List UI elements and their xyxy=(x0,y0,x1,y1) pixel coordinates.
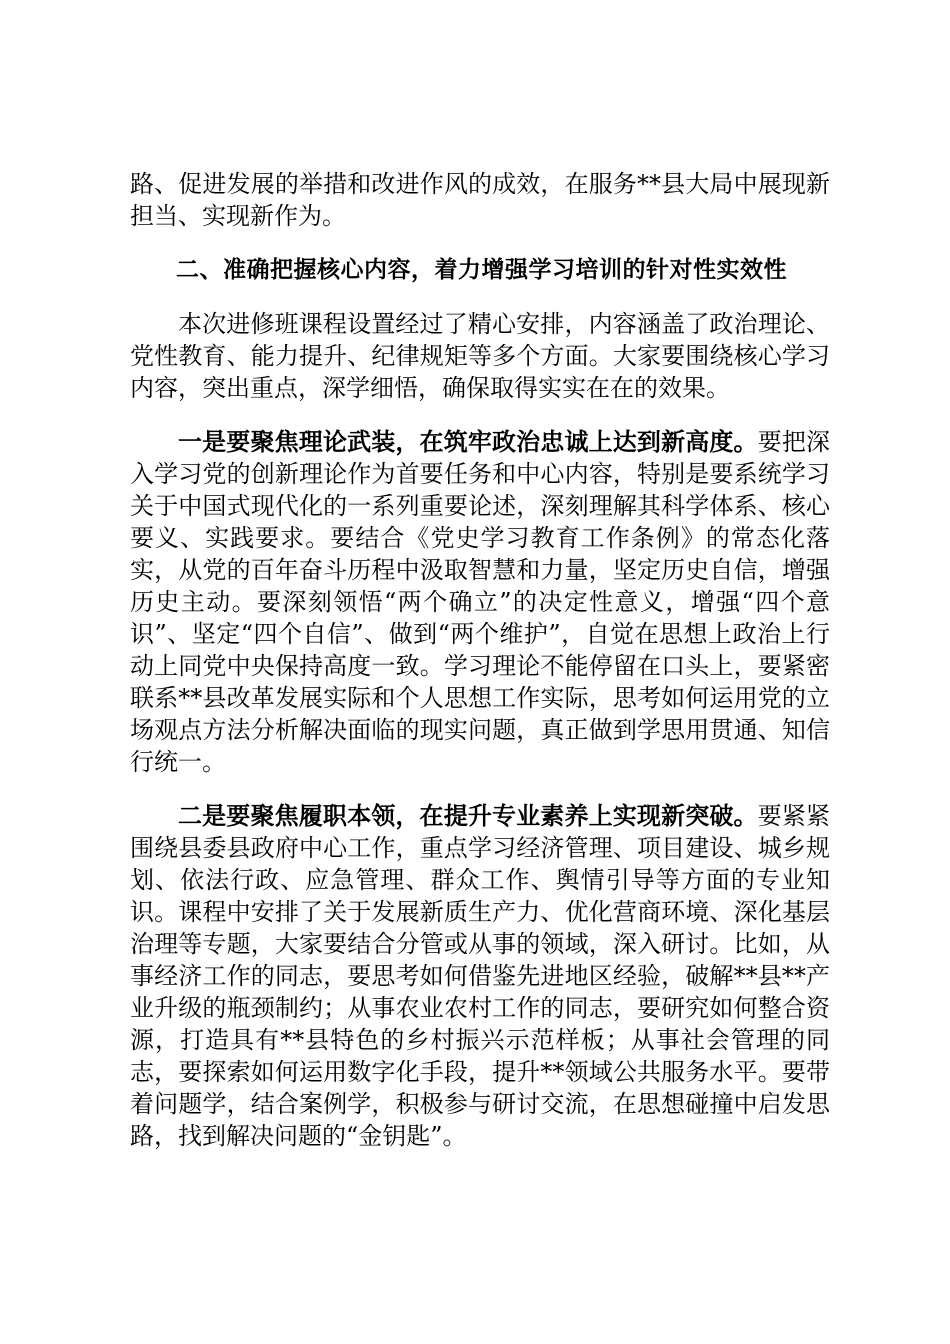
point-two-paragraph xyxy=(130,800,830,1152)
section-intro-paragraph: 本次进修班课程设置经过了精心安排，内容涵盖了政治理论、党性教育、能力提升、纪律规矩等多个方面。大家要围绕核心学习内容，突出重点，深学细悟，确保取得实实在在的效果。 xyxy=(130,310,830,402)
point-two-lead: 二是要聚焦履职本领，在提升专业素养上实现新突破。 xyxy=(178,801,758,830)
point-two-body: 要紧紧围绕县委县政府中心工作，重点学习经济管理、项目建设、城乡规划、依法行政、应急管理、群众工作、舆情引导等方面的专业知识。课程中安排了关于发展新质生产力、优化营商环境、深化基层治理等专题，大家要结合分管或从事的领域，深入研讨。比如，从事经济工作的同志，要思考如何借鉴先进地区经验，破解**县**产业升级的瓶颈制约；从事农业农村工作的同志，要研究如何整合资源，打造具有**县特色的乡村振兴示范样板；从事社会管理的同志，要探索如何运用数字化手段，提升**领域公共服务水平。要带着问题学，结合案例学，积极参与研讨交流，在思想碰撞中启发思路，找到解决问题的“金钥匙”。 xyxy=(130,802,831,1150)
document-body xyxy=(130,168,830,1174)
point-one-paragraph xyxy=(130,426,830,778)
section-heading: 二、准确把握核心内容，着力增强学习培训的针对性实效性 xyxy=(176,257,787,283)
paragraph-continued: 路、促进发展的举措和改进作风的成效，在服务**县大局中展现新担当、实现新作为。 xyxy=(130,170,830,230)
point-one-body: 要把深入学习党的创新理论作为首要任务和中心内容，特别是要系统学习关于中国式现代化的一系列重要论述，深刻理解其科学体系、核心要义、实践要求。要结合《党史学习教育工作条例》的常态化落实，从党的百年奋斗历程中汲取智慧和力量，坚定历史自信，增强历史主动。要深刻领悟“两个确立”的决定性意义，增强“四个意识”、坚定“四个自信”、做到“两个维护”，自觉在思想上政治上行动上同党中央保持高度一致。学习理论不能停留在口头上，要紧密联系**县改革发展实际和个人思想工作实际，思考如何运用党的立场观点方法分析解决面临的现实问题，真正做到学思用贯通、知信行统一。 xyxy=(130,428,831,776)
point-one-lead: 一是要聚焦理论武装，在筑牢政治忠诚上达到新高度。 xyxy=(178,427,758,456)
